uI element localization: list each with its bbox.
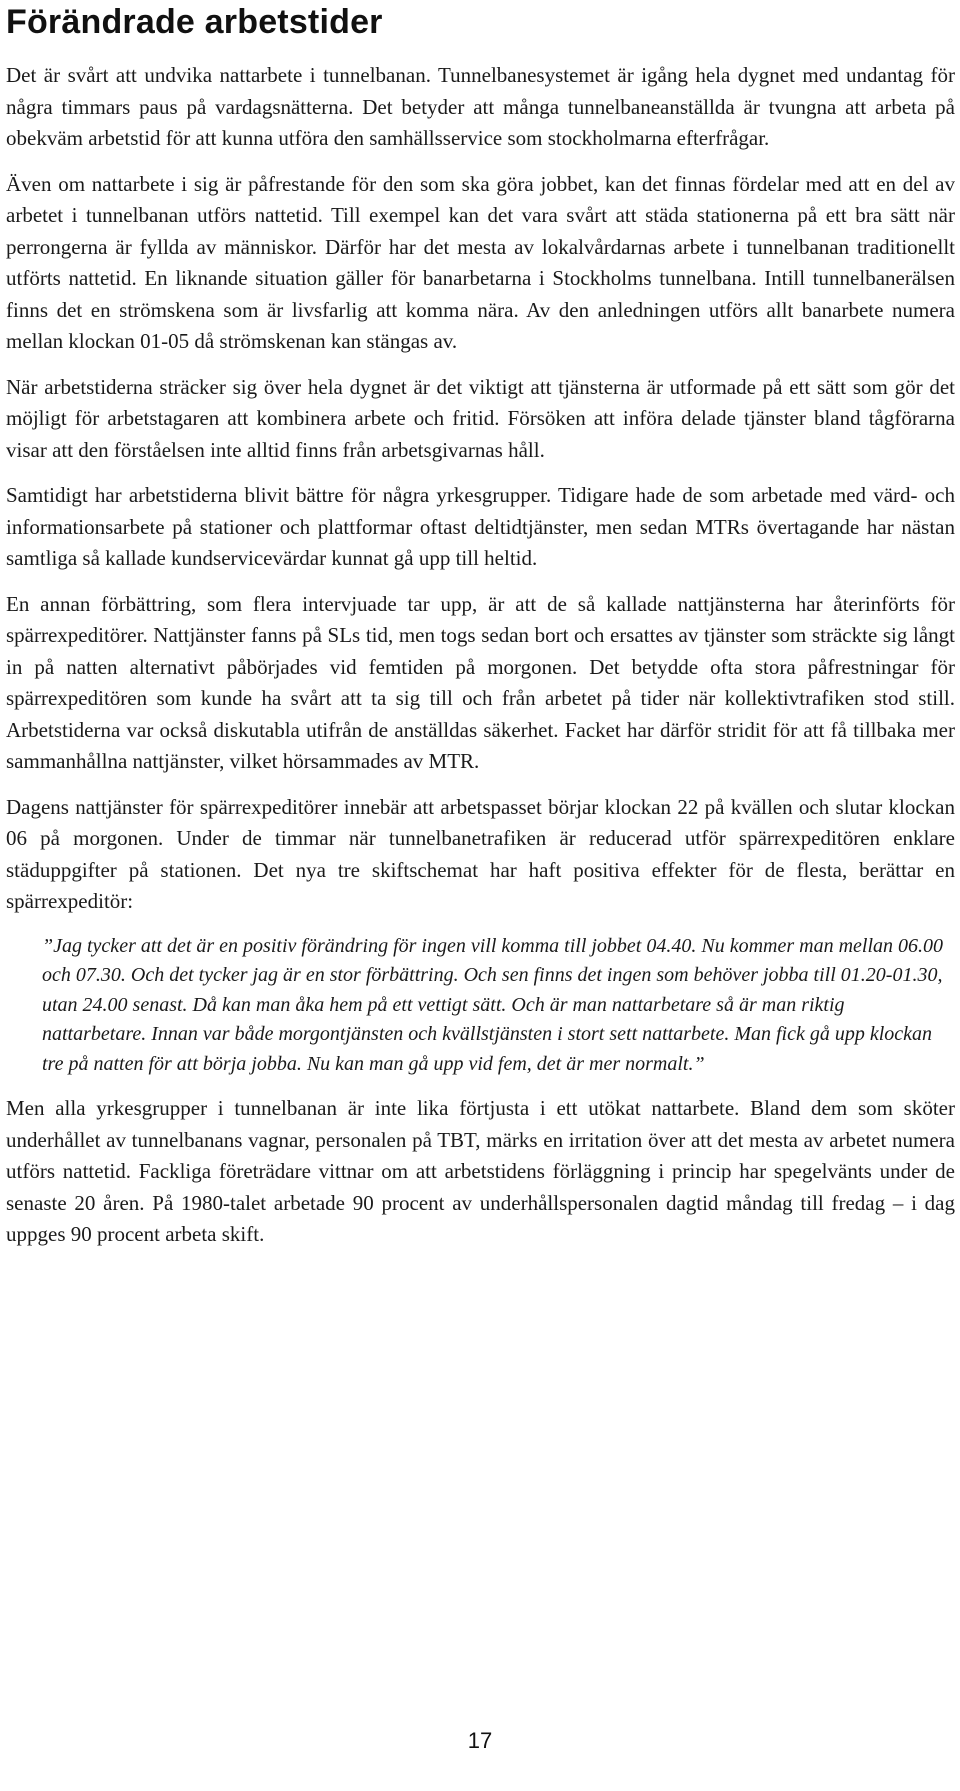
paragraph-shift-design: När arbetstiderna sträcker sig över hela dygnet är det viktigt att tjänsterna är utformade på ett sätt som gör det möjligt för arbetstagaren att kombinera arbete och fritid. Försöken att införa delade tjänster bland tågförarna visar att den förståelsen inte alltid finns från arbetsgivarnas håll. [6, 374, 955, 462]
paragraph-night-work-benefits: Även om nattarbete i sig är påfrestande för den som ska göra jobbet, kan det finnas fördelar med att en del av arbetet i tunnelbanan utförs nattetid. Till exempel kan det vara svårt att städa stationerna på ett bra sätt när perrongerna är fyllda av människor. Därför har det mesta av lokalvårdarnas arbete i tunnelbanan traditionellt utförts nattetid. En liknande situation gäller för banarbetarna i Stockholms tunnelbana. Intill tunnelbanerälsen finns det en strömskena som är livsfarlig att komma nära. Av den anledningen utförs allt banarbete numera mellan klockan 01-05 då strömskenan kan stängas av. [6, 171, 955, 353]
page-number: 17 [467, 1728, 493, 1753]
paragraph-night-shifts-restored: En annan förbättring, som flera intervjuade tar upp, är att de så kallade nattjänsterna har återinförts för spärrexpeditörer. Nattjänster fanns på SLs tid, men togs sedan bort och ersattes av tjänster som sträckte sig långt in på natten alternativt påbörjades vid femtiden på morgonen. Det betydde ofta stora påfrestningar för spärrexpeditören som kunde ha svårt att ta sig till och från arbetet på tider när kollektivtrafiken stod still. Arbetstiderna var också diskutabla utifrån de anställdas säkerhet. Facket har därför stridit för att få tillbaka mer sammanhållna nattjänster, vilket hörsammades av MTR. [6, 591, 955, 773]
section-heading: Förändrade arbetstider [6, 3, 383, 41]
paragraph-night-work-intro: Det är svårt att undvika nattarbete i tunnelbanan. Tunnelbanesystemet är igång hela dygnet med undantag för några timmars paus på vardagsnätterna. Det betyder att många tunnelbaneanställda är tvungna att arbeta på obekväm arbetstid för att kunna utföra den samhällsservice som stockholmarna efterfrågar. [6, 63, 955, 150]
paragraph-current-night-shifts: Dagens nattjänster för spärrexpeditörer innebär att arbetspasset börjar klockan 22 på kvällen och slutar klockan 06 på morgonen. Under de timmar när tunnelbanetrafiken är reducerad utför spärrexpeditören enklare städuppgifter på stationen. Det nya tre skiftschemat har haft positiva effekter för de flesta, berättar en spärrexpeditör: [6, 794, 955, 913]
paragraph-maintenance-staff: Men alla yrkesgrupper i tunnelbanan är inte lika förtjusta i ett utökat nattarbete. Bland dem som sköter underhållet av tunnelbanans vagnar, personalen på TBT, märks en irritation över att det mesta av arbetet numera utförs nattetid. Fackliga företrädare vittnar om att arbetstidens förläggning i princip har spegelvänts under de senaste 20 åren. På 1980-talet arbetade 90 procent av underhållspersonalen dagtid måndag till fredag – i dag uppges 90 procent arbeta skift. [6, 1096, 955, 1246]
paragraph-improved-hours: Samtidigt har arbetstiderna blivit bättre för några yrkesgrupper. Tidigare hade de som arbetade med värd- och informationsarbete på stationer och plattformar oftast deltidtjänster, men sedan MTRs övertagande har nästan samtliga så kallade kundservicevärdar kunnat gå upp till heltid. [6, 483, 955, 570]
interview-quote: ”Jag tycker att det är en positiv förändring för ingen vill komma till jobbet 04.40. Nu kommer man mellan 06.00 och 07.30. Och det tycker jag är en stor förbättring. Och sen finns det ingen som behöver jobba till 01.20-01.30, utan 24.00 senast. Då kan man åka hem på ett vettigt sätt. Och är man nattarbetare så är man riktig nattarbetare. Innan var både morgontjänsten och kvällstjänsten i stort sett nattarbete. Man fick gå upp klockan tre på natten för att börja jobba. Nu kan man gå upp vid fem, det är mer normalt.” [42, 934, 944, 1075]
